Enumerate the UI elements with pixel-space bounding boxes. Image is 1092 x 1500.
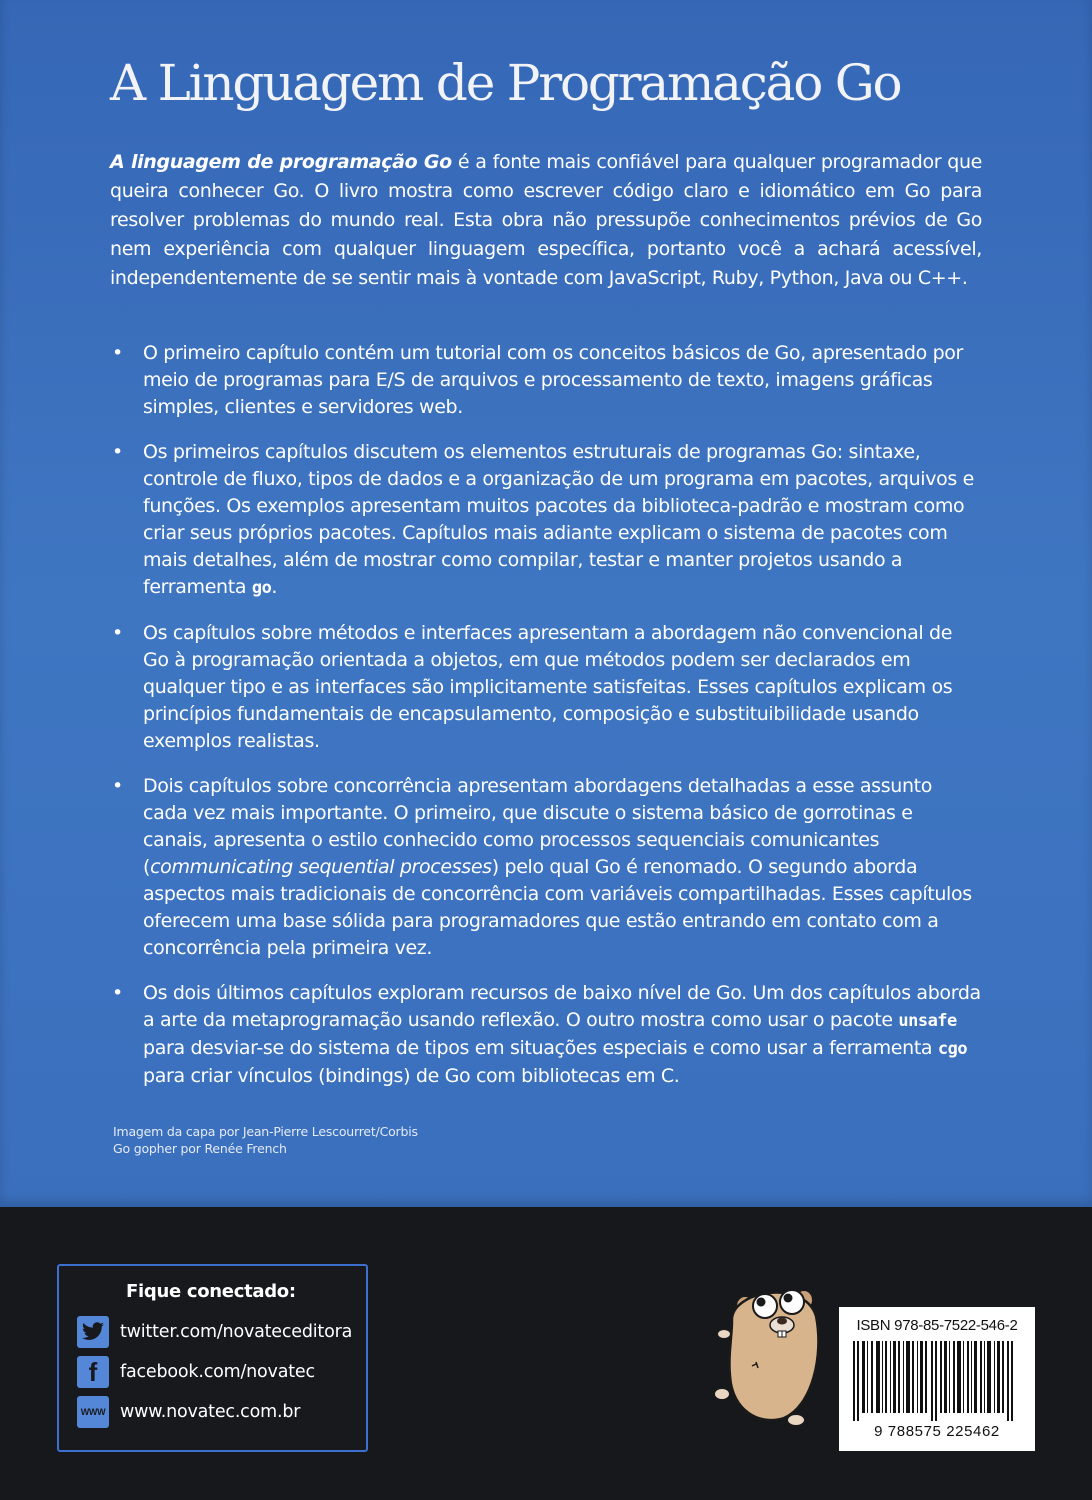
bullet-icon: • <box>112 342 123 364</box>
twitter-icon <box>77 1316 109 1348</box>
feature-list <box>110 340 982 1108</box>
image-credits <box>113 1123 418 1157</box>
feature-text: Dois capítulos sobre concorrência apresentam abordagens detalhadas a esse assunto cada vez mais importante. O primeiro, que discute o sistema básico de gorrotinas e canais, apresenta o estilo conhecido como processos sequenciais comunicantes ( <box>143 775 933 878</box>
go-gopher-mascot <box>712 1276 832 1440</box>
code-go: go <box>251 578 272 598</box>
social-title: Fique conectado: <box>126 1281 296 1302</box>
bullet-icon: • <box>112 441 123 463</box>
bullet-icon: • <box>112 622 123 644</box>
book-title: A Linguagem de Programação Go <box>110 54 901 112</box>
credit-cover-image: Imagem da capa por Jean-Pierre Lescourret/Corbis <box>113 1124 418 1139</box>
feature-item <box>110 439 982 602</box>
intro-paragraph <box>110 148 982 293</box>
isbn-barcode-box <box>839 1307 1035 1451</box>
code-cgo: cgo <box>937 1039 968 1059</box>
feature-text: Os dois últimos capítulos exploram recursos de baixo nível de Go. Um dos capítulos aborda a arte da metaprogramação usando reflexão. O outro mostra como usar o pacote <box>143 982 981 1031</box>
barcode <box>847 1341 1027 1425</box>
facebook-link: facebook.com/novatec <box>120 1362 315 1382</box>
feature-text: O primeiro capítulo contém um tutorial com os conceitos básicos de Go, apresentado por meio de programas para E/S de arquivos e processamento de texto, imagens gráficas simples, clientes e servidores web. <box>143 342 964 418</box>
feature-text-end: . <box>271 576 278 598</box>
feature-item <box>110 340 982 421</box>
twitter-link: twitter.com/novateceditora <box>120 1322 353 1342</box>
social-row-facebook[interactable] <box>77 1356 315 1388</box>
social-row-twitter[interactable] <box>77 1316 352 1348</box>
feature-text-end: para criar vínculos (bindings) de Go com bibliotecas em C. <box>143 1065 680 1087</box>
feature-text-middle: para desviar-se do sistema de tipos em situações especiais e como usar a ferramenta <box>143 1037 938 1059</box>
feature-item <box>110 980 982 1090</box>
feature-text: Os primeiros capítulos discutem os elementos estruturais de programas Go: sintaxe, controle de fluxo, tipos de dados e a organização de um programa em pacotes, arquivos e funções. Os exemplos apresentam muitos pacotes da biblioteca-padrão e mostram como criar seus próprios pacotes. Capítulos mais adiante explicam o sistema de pacotes com mais detalhes, além de mostrar como compilar, testar e manter projetos usando a ferramenta <box>143 441 974 598</box>
code-unsafe: unsafe <box>898 1011 957 1031</box>
facebook-icon: f <box>77 1356 109 1388</box>
bullet-icon: • <box>112 775 123 797</box>
feature-text: Os capítulos sobre métodos e interfaces apresentam a abordagem não convencional de Go à programação orientada a objetos, em que métodos podem ser declarados em qualquer tipo e as interfaces são implicitamente satisfeitas. Esses capítulos explicam os princípios fundamentais de encapsulamento, composição e substituibilidade usando exemplos realistas. <box>143 622 953 752</box>
website-link: www.novatec.com.br <box>120 1402 301 1422</box>
social-box <box>57 1264 368 1452</box>
intro-body: é a fonte mais confiável para qualquer programador que queira conhecer Go. O livro mostra como escrever código claro e idiomático em Go para resolver problemas do mundo real. Esta obra não pressupõe conhecimentos prévios de Go nem experiência com qualquer linguagem específica, portanto você a achará acessível, independentemente de se sentir mais à vontade com JavaScript, Ruby, Python, Java ou C++. <box>110 151 982 289</box>
intro-lead: A linguagem de programação Go <box>110 151 452 173</box>
feature-item <box>110 620 982 755</box>
social-row-website[interactable] <box>77 1396 300 1428</box>
feature-text-end: ) pelo qual Go é renomado. O segundo aborda aspectos mais tradicionais de concorrência com variáveis compartilhadas. Esses capítulos oferecem uma base sólida para programadores que estão entrando em contato com a concorrência pela primeira vez. <box>143 856 972 959</box>
bullet-icon: • <box>112 982 123 1004</box>
credit-gopher: Go gopher por Renée French <box>113 1141 287 1156</box>
feature-item <box>110 773 982 962</box>
barcode-digits: 9 788575 225462 <box>874 1423 1000 1440</box>
www-icon: WWW <box>77 1396 109 1428</box>
italic-term: communicating sequential processes <box>150 856 492 878</box>
isbn-label: ISBN 978-85-7522-546-2 <box>856 1317 1018 1334</box>
